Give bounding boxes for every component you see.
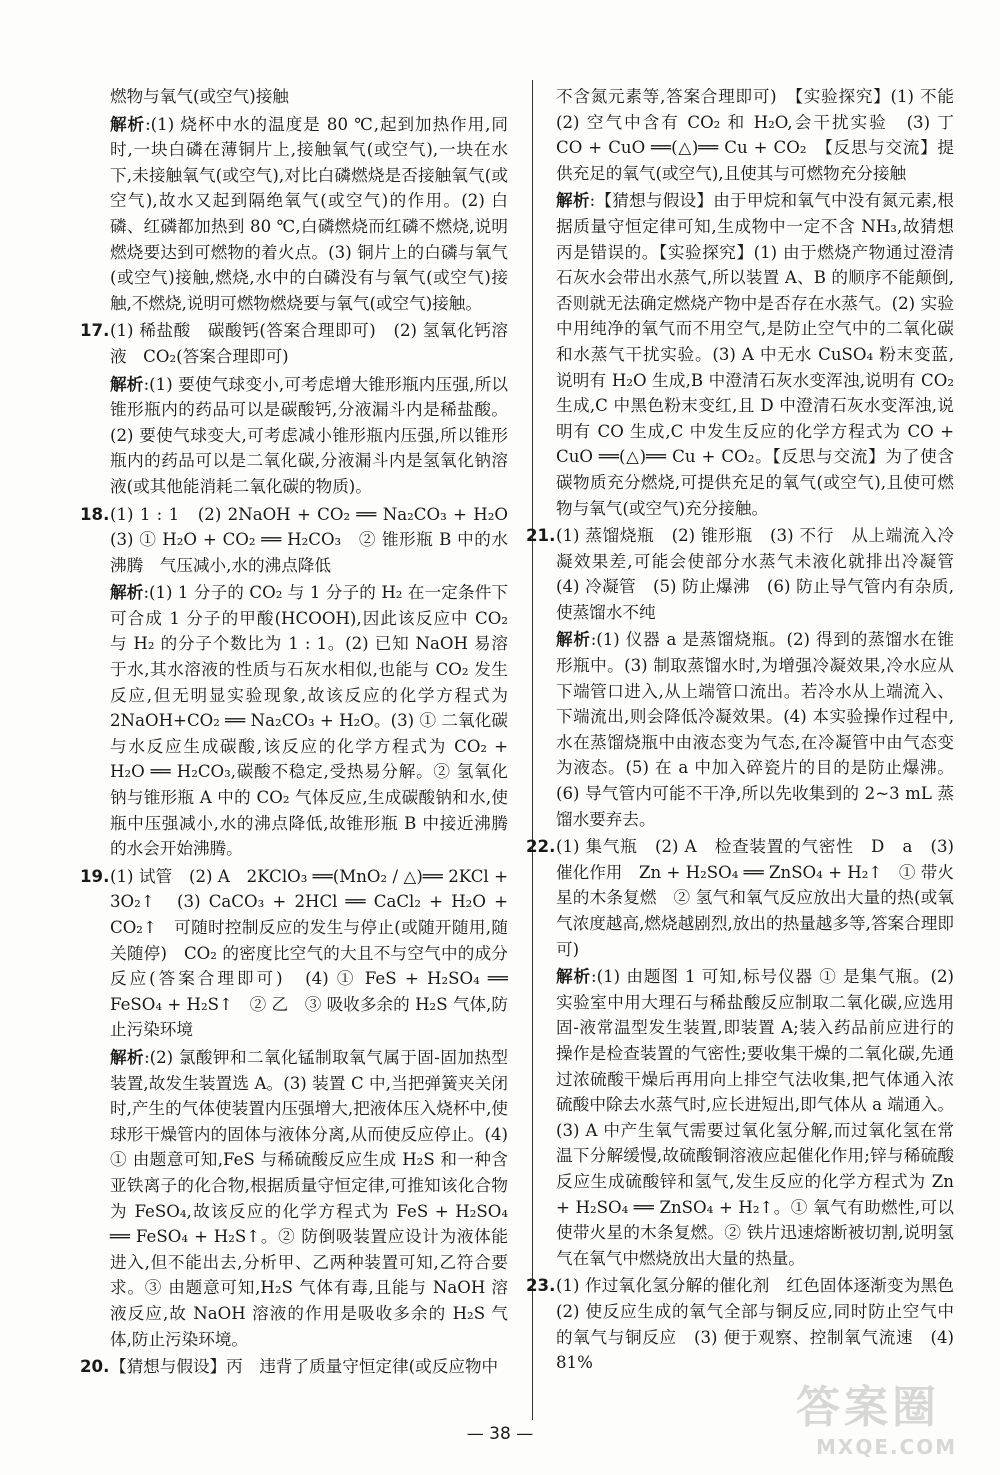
paragraph-text: (1) 作过氧化氢分解的催化剂 红色固体逐渐变为黑色 (2) 使反应生成的氧气全部与铜反应,同时防止空气中的氧气与铜反应 (3) 便于观察、控制氧气流速 (4) 81% [556, 1276, 971, 1373]
paragraph-text: 燃物与氧气(或空气)接触 [110, 87, 289, 106]
question-number: 23. [526, 1276, 556, 1296]
paragraph-text: :(1) 仪器 a 是蒸馏烧瓶。(2) 得到的蒸馏水在锥形瓶中。(3) 制取蒸馏水时,为增强冷凝效果,冷水应从下端管口进入,从上端管口流出。若冷水从上端流入、下端流出,则会降低冷凝效果。(4) 本实验操作过程中,水在蒸馏烧瓶中由液态变为气态,在冷凝管中由气态变为液态。(5) 在 a 中加入碎瓷片的目的是防止爆沸。(6) 导气管内可能不干净,所以先收集到的 2~3 mL 蒸馏水要弃去。 [556, 630, 955, 829]
analysis-paragraph [556, 627, 954, 832]
analysis-paragraph [110, 372, 508, 500]
analysis-paragraph [556, 964, 954, 1271]
question-number: 21. [526, 526, 556, 546]
column-divider [532, 80, 533, 1420]
analysis-label: 解析 [110, 114, 146, 134]
analysis-label: 解析 [110, 374, 144, 394]
question-number: 22. [526, 837, 556, 857]
analysis-label: 解析 [556, 191, 590, 211]
answer-item [526, 834, 954, 962]
paragraph-text: :(1) 由题图 1 可知,标号仪器 ① 是集气瓶。(2) 实验室中用大理石与稀盐酸反应制取二氧化碳,应选用固-液常温型发生装置,即装置 A;装入药品前应进行的操作是检查装置的气密性;要收集干燥的二氧化碳,先通过浓硫酸干燥后再用向上排空气法收集,把气体通入浓硫酸中除去水蒸气时,应长进短出,即气体从 a 端通入。(3) A 中产生氧气需要过氧化氢分解,而过氧化氢在常温下分解缓慢,故硫酸铜溶液应起催化作用;锌与稀硫酸反应生成硫酸锌和氢气,发生反应的化学方程式为 Zn + H₂SO₄ ══ ZnSO₄ + H₂↑。① 氧气有助燃性,可以使带火星的木条复燃。② 铁片迅速熔断被切割,说明氢气在氧气中燃烧放出大量的热量。 [556, 967, 955, 1268]
answer-item [80, 864, 508, 1043]
watermark-logo [796, 1371, 966, 1459]
paragraph-text: :(2) 氯酸钾和二氧化锰制取氧气属于固-固加热型装置,故发生装置选 A。(3) 装置 C 中,当把弹簧夹关闭时,产生的气体使装置内压强增大,把液体压入烧杯中,使球形干燥管内的固体与液体分离,从而使反应停止。(4) ① 由题意可知,FeS 与稀硫酸反应生成 H₂S 和一种含亚铁离子的化合物,根据质量守恒定律,可推知该化合物为 FeSO₄,故该反应的化学方程式为 FeS + H₂SO₄ ══ FeSO₄ + H₂S↑。② 防倒吸装置应设计为液体能进入,但不能出去,分析甲、乙两种装置可知,乙符合要求。③ 由题意可知,H₂S 气体有毒,且能与 NaOH 溶液反应,故 NaOH 溶液的作用是吸收多余的 H₂S 气体,防止污染环境。 [110, 1047, 508, 1349]
answer-item [80, 1354, 508, 1380]
analysis-paragraph [556, 188, 954, 521]
left-column [80, 84, 525, 1382]
paragraph-text: 不含氮元素等,答案合理即可) 【实验探究】(1) 不能 (2) 空气中含有 CO₂ 和 H₂O,会干扰实验 (3) 丁 CO + CuO ══(△)══ Cu + CO₂ 【反思与交流】提供充足的氧气(或空气),且使其与可燃物充分接触 [556, 87, 971, 183]
page-number: — 38 — [466, 1424, 534, 1444]
analysis-paragraph [110, 1045, 508, 1352]
answer-item [80, 502, 525, 579]
analysis-label: 解析 [556, 630, 591, 650]
question-number: 19. [80, 866, 110, 886]
paragraph-text: :(1) 1 分子的 CO₂ 与 1 分子的 H₂ 在一定条件下可合成 1 分子的甲酸(HCOOH),因此该反应中 CO₂ 与 H₂ 的分子个数比为 1 : 1。(2) 已知 NaOH 易溶于水,其水溶液的性质与石灰水相似,也能与 CO₂ 发生反应,但无明显实验现象,故该反应的化学方程式为 2NaOH+CO₂ ══ Na₂CO₃ + H₂O。(3) ① 二氧化碳与水反应生成碳酸,该反应的化学方程式为 CO₂ + H₂O ══ H₂CO₃,碳酸不稳定,受热易分解。② 氢氧化钠与锥形瓶 A 中的 CO₂ 气体反应,生成碳酸钠和水,使瓶中压强减小,水的沸点降低,故锥形瓶 B 中接近沸腾的水会开始沸腾。 [110, 583, 509, 859]
answer-item [526, 1273, 971, 1375]
right-column [526, 84, 971, 1378]
paragraph-text: :(1) 烧杯中水的温度是 80 ℃,起到加热作用,同时,一块白磷在薄铜片上,接触氧气(或空气),一块在水下,未接触氧气(或空气),对比白磷燃烧是否接触氧气(或空气),故水又起到隔绝氧气(或空气)的作用。(2) 白磷、红磷都加热到 80 ℃,白磷燃烧而红磷不燃烧,说明燃烧要达到可燃物的着火点。(3) 铜片上的白磷与氧气(或空气)接触,燃烧,水中的白磷没有与氧气(或空气)接触,不燃烧,说明可燃物燃烧要与氧气(或空气)接触。 [110, 114, 508, 313]
watermark-url: MXQE.COM [816, 1435, 958, 1459]
paragraph-text: (1) 蒸馏烧瓶 (2) 锥形瓶 (3) 不行 从上端流入冷凝效果差,可能会使部分水蒸气未液化就排出冷凝管 (4) 冷凝管 (5) 防止爆沸 (6) 防止导气管内有杂质,使蒸馏水不纯 [556, 526, 971, 622]
paragraph-text: :(1) 要使气球变小,可考虑增大锥形瓶内压强,所以锥形瓶内的药品可以是碳酸钙,分液漏斗内是稀盐酸。(2) 要使气球变大,可考虑减小锥形瓶内压强,所以锥形瓶内的药品可以是二氧化碳,分液漏斗内是氢氧化钠溶液(或其他能消耗二氧化碳的物质)。 [110, 374, 509, 496]
text-paragraph [110, 84, 508, 110]
paragraph-text: (1) 1 : 1 (2) 2NaOH + CO₂ ══ Na₂CO₃ + H₂O (3) ① H₂O + CO₂ ══ H₂CO₃ ② 锥形瓶 B 中的水沸腾 气压减小,水的沸点降低 [110, 504, 525, 575]
analysis-label: 解析 [556, 967, 592, 987]
answer-item [526, 523, 971, 625]
question-number: 20. [80, 1357, 110, 1377]
analysis-label: 解析 [110, 1047, 145, 1067]
paragraph-text: 【猜想与假设】丙 违背了质量守恒定律(或反应物中 [110, 1357, 499, 1377]
paragraph-text: (1) 试管 (2) A 2KClO₃ ══(MnO₂ / △)══ 2KCl + 3O₂↑ (3) CaCO₃ + 2HCl ══ CaCl₂ + H₂O + CO₂↑ 可随时控制反应的发生与停止(或随开随用,随关随停) CO₂ 的密度比空气的大且不与空气中的成分反应(答案合理即可) (4) ① FeS + H₂SO₄ ══ FeSO₄ + H₂S↑ ② 乙 ③ 吸收多余的 H₂S 气体,防止污染环境 [110, 866, 508, 1040]
paragraph-text: (1) 集气瓶 (2) A 检查装置的气密性 D a (3) 催化作用 Zn + H₂SO₄ ══ ZnSO₄ + H₂↑ ① 带火星的木条复燃 ② 氢气和氧气反应放出大量的热(或氧气浓度越高,燃烧越剧烈,放出的热量越多等,答案合理即可) [556, 837, 954, 959]
analysis-paragraph [110, 580, 508, 862]
question-number: 18. [80, 504, 110, 524]
analysis-label: 解析 [110, 583, 144, 603]
answer-item [80, 318, 508, 369]
analysis-paragraph [110, 112, 508, 317]
paragraph-text: :【猜想与假设】由于甲烷和氧气中没有氮元素,根据质量守恒定律可知,生成物中一定不含 NH₃,故猜想丙是错误的。【实验探究】(1) 由于燃烧产物通过澄清石灰水会带出水蒸气,所以装置 A、B 的顺序不能颠倒,否则就无法确定燃烧产物中是否存在水蒸气。(2) 实验中用纯净的氧气而不用空气,是防止空气中的二氧化碳和水蒸气干扰实验。(3) A 中无水 CuSO₄ 粉末变蓝,说明有 H₂O 生成,B 中澄清石灰水变浑浊,说明有 CO₂ 生成,C 中黑色粉末变红,且 D 中澄清石灰水变浑浊,说明有 CO 生成,C 中发生反应的化学方程式为 CO + CuO ══(△)══ Cu + CO₂。【反思与交流】为了使含碳物质充分燃烧,可提供充足的氧气(或空气),且使可燃物与氧气(或空气)充分接触。 [556, 191, 955, 518]
question-number: 17. [80, 321, 110, 341]
paragraph-text: (1) 稀盐酸 碳酸钙(答案合理即可) (2) 氢氧化钙溶液 CO₂(答案合理即可) [110, 321, 508, 366]
watermark-text: 答案圈 [796, 1382, 940, 1433]
text-paragraph [556, 84, 971, 186]
